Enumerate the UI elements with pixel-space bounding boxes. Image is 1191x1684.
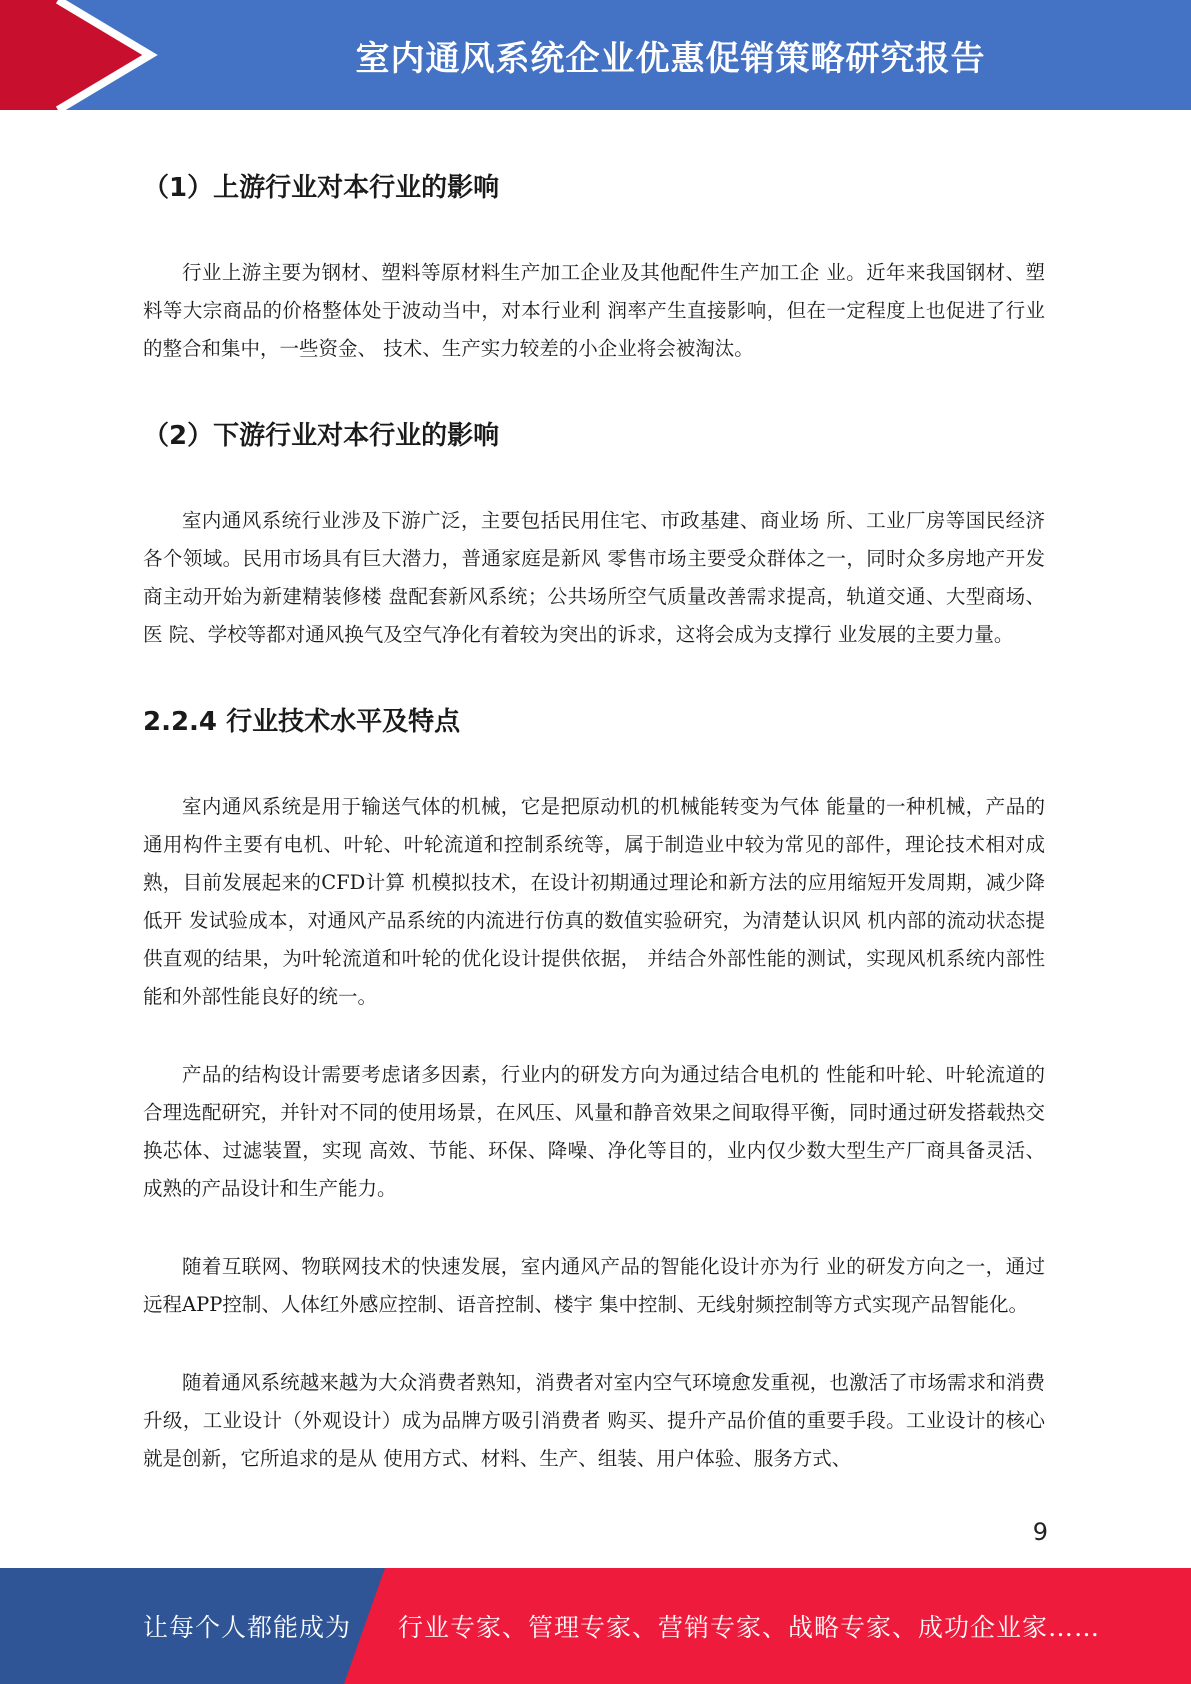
paragraph-technology-1: 室内通风系统是用于输送气体的机械，它是把原动机的机械能转变为气体 能量的一种机械，产品的通用构件主要有电机、叶轮、叶轮流道和控制系统等，属于制造业中较为常见的部件，理论技术相对成熟，目前发展起来的CFD计算 机模拟技术，在设计初期通过理论和新方法的应用缩短开发周期，减少降低开 发试验成本，对通风产品系统的内流进行仿真的数值实验研究，为清楚认识风 机内部的流动状态提供直观的结果，为叶轮流道和叶轮的优化设计提供依据， 并结合外部性能的测试，实现风机系统内部性能和外部性能良好的统一。 [143, 795, 1045, 1008]
section-heading-upstream: （1）上游行业对本行业的影响 [143, 173, 500, 203]
footer-slogan-left: 让每个人都能成为 [143, 1613, 352, 1642]
document-body [143, 160, 1045, 1518]
paragraph-technology-2: 产品的结构设计需要考虑诸多因素，行业内的研发方向为通过结合电机的 性能和叶轮、叶轮流道的合理选配研究，并针对不同的使用场景，在风压、风量和静音效果之间取得平衡，同时通过研发搭载热交换芯体、过滤装置，实现 高效、节能、环保、降噪、净化等目的，业内仅少数大型生产厂商具备灵活、 成熟的产品设计和生产能力。 [143, 1063, 1045, 1200]
paragraph-upstream: 行业上游主要为钢材、塑料等原材料生产加工企业及其他配件生产加工企 业。近年来我国钢材、塑料等大宗商品的价格整体处于波动当中，对本行业利 润率产生直接影响，但在一定程度上也促进了行业的整合和集中，一些资金、 技术、生产实力较差的小企业将会被淘汰。 [143, 261, 1045, 360]
section-heading-downstream: （2）下游行业对本行业的影响 [143, 421, 500, 451]
section-heading-technology: 2.2.4 行业技术水平及特点 [143, 707, 461, 737]
page-header [0, 0, 1191, 110]
footer-slogan-right: 行业专家、管理专家、营销专家、战略专家、成功企业家…… [398, 1613, 1101, 1642]
paragraph-downstream: 室内通风系统行业涉及下游广泛，主要包括民用住宅、市政基建、商业场 所、工业厂房等国民经济各个领域。民用市场具有巨大潜力，普通家庭是新风 零售市场主要受众群体之一，同时众多房地产开发商主动开始为新建精装修楼 盘配套新风系统；公共场所空气质量改善需求提高，轨道交通、大型商场、医 院、学校等都对通风换气及空气净化有着较为突出的诉求，这将会成为支撑行 业发展的主要力量。 [143, 509, 1045, 646]
document-title: 室内通风系统企业优惠促销策略研究报告 [355, 38, 986, 79]
page-footer [0, 1568, 1191, 1684]
paragraph-technology-3: 随着互联网、物联网技术的快速发展，室内通风产品的智能化设计亦为行 业的研发方向之一，通过远程APP控制、人体红外感应控制、语音控制、楼宇 集中控制、无线射频控制等方式实现产品智能化。 [143, 1255, 1045, 1316]
paragraph-technology-4: 随着通风系统越来越为大众消费者熟知，消费者对室内空气环境愈发重视，也激活了市场需求和消费升级，工业设计（外观设计）成为品牌方吸引消费者 购买、提升产品价值的重要手段。工业设计的核心就是创新，它所追求的是从 使用方式、材料、生产、组装、用户体验、服务方式、 [143, 1371, 1045, 1470]
page-number: 9 [1032, 1518, 1048, 1546]
